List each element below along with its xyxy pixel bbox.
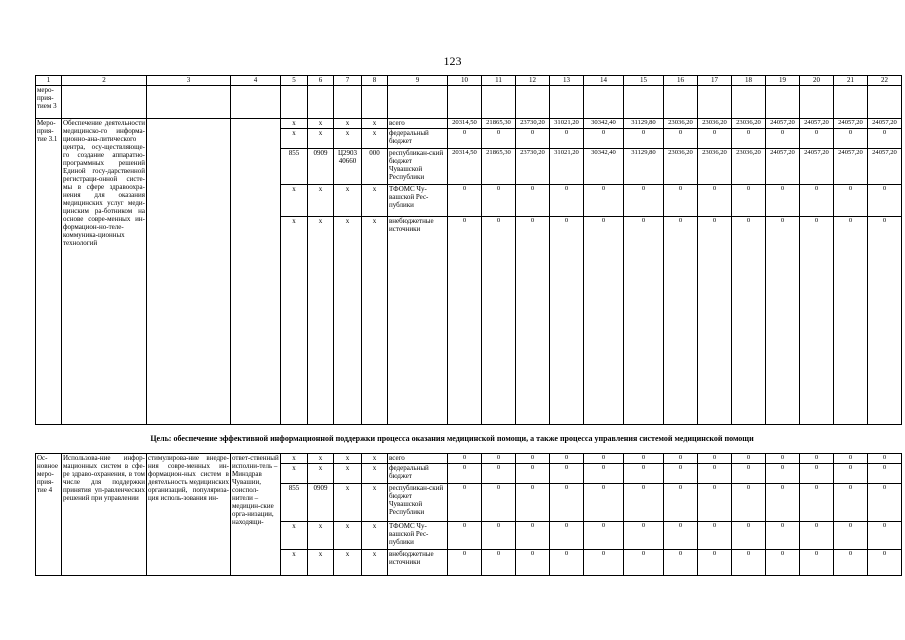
empty-cell — [550, 86, 584, 119]
empty-cell — [448, 86, 482, 119]
funding-value: 0 — [868, 129, 902, 149]
funding-value: 0 — [800, 522, 834, 550]
funding-value: 0 — [584, 464, 624, 484]
budget-code-grbs: 855 — [281, 149, 308, 185]
funding-value: 0 — [834, 522, 868, 550]
funding-value: 0 — [834, 550, 868, 576]
budget-code-target: Ц2903 40660 — [334, 149, 362, 185]
budget-code-target: x — [334, 550, 362, 576]
funding-value: 0 — [732, 185, 766, 217]
continuation-row — [36, 86, 902, 119]
funding-value: 0 — [448, 454, 482, 464]
funding-value: 0 — [732, 129, 766, 149]
column-header: 13 — [550, 76, 584, 86]
funding-value: 23036,20 — [698, 119, 732, 129]
funding-value: 0 — [516, 185, 550, 217]
funding-value: 0 — [800, 217, 834, 425]
empty-cell — [800, 86, 834, 119]
funding-value: 24057,20 — [868, 119, 902, 129]
column-header: 9 — [388, 76, 448, 86]
funding-value: 0 — [834, 464, 868, 484]
budget-code-grbs: x — [281, 217, 308, 425]
funding-value: 0 — [800, 129, 834, 149]
funding-value: 0 — [732, 550, 766, 576]
funding-value: 0 — [766, 484, 800, 522]
funding-value: 0 — [624, 464, 664, 484]
funding-value: 0 — [584, 522, 624, 550]
funding-value: 20314,50 — [448, 149, 482, 185]
funding-value: 31129,80 — [624, 149, 664, 185]
funding-source: федеральный бюджет — [388, 129, 448, 149]
funding-value: 30342,40 — [584, 119, 624, 129]
empty-cell — [334, 86, 362, 119]
budget-code-type: x — [362, 185, 388, 217]
funding-value: 0 — [482, 217, 516, 425]
empty-cell — [516, 86, 550, 119]
continuation-label: меро-прия-тием 3 — [36, 86, 62, 119]
funding-value: 0 — [624, 522, 664, 550]
funding-value: 0 — [448, 217, 482, 425]
funding-value: 31021,20 — [550, 149, 584, 185]
column-header: 2 — [62, 76, 147, 86]
empty-cell — [62, 86, 147, 119]
budget-code-type: x — [362, 464, 388, 484]
column-header: 19 — [766, 76, 800, 86]
page-number: 123 — [443, 54, 462, 68]
funding-value: 21865,30 — [482, 119, 516, 129]
funding-value: 0 — [868, 454, 902, 464]
column-header: 6 — [308, 76, 334, 86]
funding-source: внебюджетные источники — [388, 217, 448, 425]
section1-expected-result — [147, 119, 231, 425]
funding-value: 0 — [448, 464, 482, 484]
funding-value: 0 — [766, 454, 800, 464]
empty-cell — [584, 86, 624, 119]
funding-value: 23730,20 — [516, 119, 550, 129]
budget-code-section: x — [308, 217, 334, 425]
funding-value: 0 — [584, 550, 624, 576]
funding-value: 0 — [624, 129, 664, 149]
budget-code-type: x — [362, 522, 388, 550]
empty-cell — [664, 86, 698, 119]
funding-value: 20314,50 — [448, 119, 482, 129]
funding-value: 0 — [516, 129, 550, 149]
funding-value: 0 — [550, 129, 584, 149]
column-header: 1 — [36, 76, 62, 86]
funding-value: 0 — [482, 129, 516, 149]
funding-value: 0 — [482, 454, 516, 464]
funding-value: 0 — [732, 522, 766, 550]
funding-value: 0 — [868, 550, 902, 576]
funding-value: 24057,20 — [834, 149, 868, 185]
funding-value: 0 — [834, 185, 868, 217]
budget-code-type: x — [362, 217, 388, 425]
funding-value: 0 — [516, 550, 550, 576]
funding-value: 0 — [834, 217, 868, 425]
funding-value: 0 — [698, 129, 732, 149]
funding-value: 0 — [664, 484, 698, 522]
funding-value: 0 — [698, 522, 732, 550]
budget-code-section: x — [308, 464, 334, 484]
empty-cell — [732, 86, 766, 119]
funding-value: 0 — [800, 454, 834, 464]
funding-value: 0 — [732, 484, 766, 522]
funding-value: 0 — [448, 522, 482, 550]
funding-value: 0 — [448, 484, 482, 522]
funding-source: республикан-ский бюджет Чувашской Республики — [388, 149, 448, 185]
funding-value: 0 — [868, 484, 902, 522]
goal-heading: Цель: обеспечение эффективной информационной поддержки процесса оказания медицинской помощи, а также процесса управления системой медицинской помощи — [150, 434, 754, 443]
funding-source: всего — [388, 119, 448, 129]
funding-source: ТФОМС Чу-вашской Рес-публики — [388, 185, 448, 217]
funding-value: 0 — [766, 550, 800, 576]
column-header: 3 — [147, 76, 231, 86]
budget-code-section: x — [308, 522, 334, 550]
empty-cell — [281, 86, 308, 119]
funding-value: 0 — [766, 464, 800, 484]
budget-code-target: x — [334, 217, 362, 425]
budget-code-section: x — [308, 129, 334, 149]
funding-value: 0 — [766, 217, 800, 425]
funding-value: 0 — [664, 522, 698, 550]
funding-value: 0 — [550, 484, 584, 522]
funding-value: 0 — [550, 464, 584, 484]
funding-value: 0 — [664, 185, 698, 217]
section1-responsible — [231, 119, 281, 425]
funding-value: 0 — [834, 454, 868, 464]
funding-value: 0 — [766, 129, 800, 149]
budget-code-type: x — [362, 119, 388, 129]
funding-value: 0 — [698, 550, 732, 576]
empty-cell — [308, 86, 334, 119]
funding-value: 0 — [482, 464, 516, 484]
budget-code-grbs: 855 — [281, 484, 308, 522]
funding-value: 0 — [584, 454, 624, 464]
budget-code-grbs: x — [281, 185, 308, 217]
section2-row — [36, 454, 902, 464]
funding-value: 0 — [800, 185, 834, 217]
empty-cell — [834, 86, 868, 119]
funding-value: 0 — [584, 185, 624, 217]
empty-cell — [231, 86, 281, 119]
column-header: 18 — [732, 76, 766, 86]
funding-value: 0 — [868, 217, 902, 425]
funding-value: 0 — [550, 217, 584, 425]
funding-value: 0 — [516, 464, 550, 484]
column-header: 22 — [868, 76, 902, 86]
funding-value: 24057,20 — [800, 149, 834, 185]
funding-value: 0 — [516, 484, 550, 522]
budget-code-section: 0909 — [308, 484, 334, 522]
funding-value: 23036,20 — [664, 149, 698, 185]
funding-value: 0 — [448, 550, 482, 576]
funding-value: 0 — [664, 464, 698, 484]
budget-table-part-2 — [35, 453, 902, 576]
budget-code-target: x — [334, 185, 362, 217]
funding-value: 0 — [516, 217, 550, 425]
funding-value: 0 — [766, 185, 800, 217]
funding-value: 23036,20 — [698, 149, 732, 185]
funding-value: 24057,20 — [834, 119, 868, 129]
column-header: 16 — [664, 76, 698, 86]
empty-cell — [624, 86, 664, 119]
funding-value: 0 — [868, 522, 902, 550]
funding-value: 0 — [664, 217, 698, 425]
column-header: 11 — [482, 76, 516, 86]
section2-activity-name: Использова-ние инфор-мационных систем в сфе-ре здраво-охранения, в том числе для поддержки принятия уп-равленческих решений при управлении — [62, 454, 147, 576]
empty-cell — [698, 86, 732, 119]
empty-cell — [362, 86, 388, 119]
funding-value: 0 — [664, 550, 698, 576]
budget-code-target: x — [334, 119, 362, 129]
funding-value: 0 — [584, 129, 624, 149]
budget-code-grbs: x — [281, 522, 308, 550]
funding-value: 0 — [766, 522, 800, 550]
budget-code-grbs: x — [281, 464, 308, 484]
funding-value: 0 — [800, 484, 834, 522]
funding-value: 0 — [516, 454, 550, 464]
funding-value: 0 — [584, 484, 624, 522]
funding-value: 21865,30 — [482, 149, 516, 185]
funding-value: 23036,20 — [664, 119, 698, 129]
funding-value: 0 — [624, 454, 664, 464]
funding-value: 0 — [516, 522, 550, 550]
budget-code-type: x — [362, 550, 388, 576]
funding-value: 0 — [868, 185, 902, 217]
funding-value: 0 — [834, 484, 868, 522]
budget-code-target: x — [334, 129, 362, 149]
funding-value: 0 — [800, 550, 834, 576]
funding-value: 23036,20 — [732, 119, 766, 129]
funding-value: 0 — [732, 454, 766, 464]
column-header: 10 — [448, 76, 482, 86]
funding-value: 24057,20 — [766, 119, 800, 129]
funding-value: 0 — [550, 454, 584, 464]
column-header: 8 — [362, 76, 388, 86]
section1-activity-name: Обеспечение деятельности медицинско-го информа-ционно-ана-литического центра, осу-ществляюще-го создание аппаратно-программных решений Единой госу-дарственной регистраци-онной систе-мы в сфере здравоохра-нения для оказания медицинских услуг меди-цинским ра-ботником на основе совре-менных ин-формацион-но-теле-коммуника-ционных технологий — [62, 119, 147, 425]
funding-value: 24057,20 — [766, 149, 800, 185]
funding-value: 24057,20 — [868, 149, 902, 185]
budget-code-grbs: x — [281, 550, 308, 576]
funding-source: внебюджетные источники — [388, 550, 448, 576]
funding-source: всего — [388, 454, 448, 464]
funding-value: 0 — [624, 185, 664, 217]
budget-code-section: x — [308, 454, 334, 464]
section2-responsible: ответ-ственный исполни-тель – Минздрав Чувашии, соиспол-нители – медицин-ские орга-низации, находящи- — [231, 454, 281, 576]
empty-cell — [388, 86, 448, 119]
empty-cell — [868, 86, 902, 119]
empty-cell — [482, 86, 516, 119]
budget-code-type: 000 — [362, 149, 388, 185]
funding-value: 0 — [482, 484, 516, 522]
column-header: 20 — [800, 76, 834, 86]
budget-table-part-1 — [35, 75, 902, 425]
funding-value: 23036,20 — [732, 149, 766, 185]
budget-code-type: x — [362, 129, 388, 149]
funding-value: 0 — [698, 217, 732, 425]
budget-code-target: x — [334, 464, 362, 484]
column-header: 21 — [834, 76, 868, 86]
empty-cell — [766, 86, 800, 119]
column-header-row — [36, 76, 902, 86]
column-header: 7 — [334, 76, 362, 86]
budget-code-section: x — [308, 119, 334, 129]
column-header: 12 — [516, 76, 550, 86]
budget-code-section: x — [308, 185, 334, 217]
funding-value: 24057,20 — [800, 119, 834, 129]
budget-code-target: x — [334, 522, 362, 550]
funding-value: 0 — [448, 185, 482, 217]
funding-value: 0 — [448, 129, 482, 149]
budget-code-grbs: x — [281, 454, 308, 464]
funding-value: 30342,40 — [584, 149, 624, 185]
funding-value: 31129,80 — [624, 119, 664, 129]
section2-expected-result: стимулирова-ние внедре-ния совре-менных ин-формацион-ных систем в деятельность медицинских организаций, популяриза-ция исполь-зования ин- — [147, 454, 231, 576]
budget-code-target: x — [334, 454, 362, 464]
funding-source: республикан-ский бюджет Чувашской Республики — [388, 484, 448, 522]
funding-value: 0 — [584, 217, 624, 425]
funding-value: 0 — [664, 454, 698, 464]
funding-value: 31021,20 — [550, 119, 584, 129]
funding-value: 0 — [482, 522, 516, 550]
section1-row — [36, 119, 902, 129]
budget-code-type: x — [362, 454, 388, 464]
funding-source: федеральный бюджет — [388, 464, 448, 484]
column-header: 17 — [698, 76, 732, 86]
funding-value: 0 — [834, 129, 868, 149]
budget-code-grbs: x — [281, 119, 308, 129]
funding-value: 0 — [482, 550, 516, 576]
funding-source: ТФОМС Чу-вашской Рес-публики — [388, 522, 448, 550]
funding-value: 0 — [624, 484, 664, 522]
column-header: 4 — [231, 76, 281, 86]
column-header: 5 — [281, 76, 308, 86]
funding-value: 0 — [698, 454, 732, 464]
section1-activity-number: Меро-прия-тие 3.1 — [36, 119, 62, 425]
funding-value: 23730,20 — [516, 149, 550, 185]
column-header: 14 — [584, 76, 624, 86]
funding-value: 0 — [664, 129, 698, 149]
column-header: 15 — [624, 76, 664, 86]
budget-code-target: x — [334, 484, 362, 522]
funding-value: 0 — [732, 217, 766, 425]
funding-value: 0 — [698, 484, 732, 522]
funding-value: 0 — [550, 185, 584, 217]
budget-code-type: x — [362, 484, 388, 522]
funding-value: 0 — [482, 185, 516, 217]
funding-value: 0 — [624, 550, 664, 576]
funding-value: 0 — [800, 464, 834, 484]
budget-code-grbs: x — [281, 129, 308, 149]
funding-value: 0 — [698, 464, 732, 484]
funding-value: 0 — [624, 217, 664, 425]
funding-value: 0 — [868, 464, 902, 484]
funding-value: 0 — [550, 522, 584, 550]
empty-cell — [147, 86, 231, 119]
funding-value: 0 — [550, 550, 584, 576]
budget-code-section: 0909 — [308, 149, 334, 185]
section2-activity-number: Ос-новное меро-прия-тие 4 — [36, 454, 62, 576]
funding-value: 0 — [698, 185, 732, 217]
funding-value: 0 — [732, 464, 766, 484]
budget-code-section: x — [308, 550, 334, 576]
